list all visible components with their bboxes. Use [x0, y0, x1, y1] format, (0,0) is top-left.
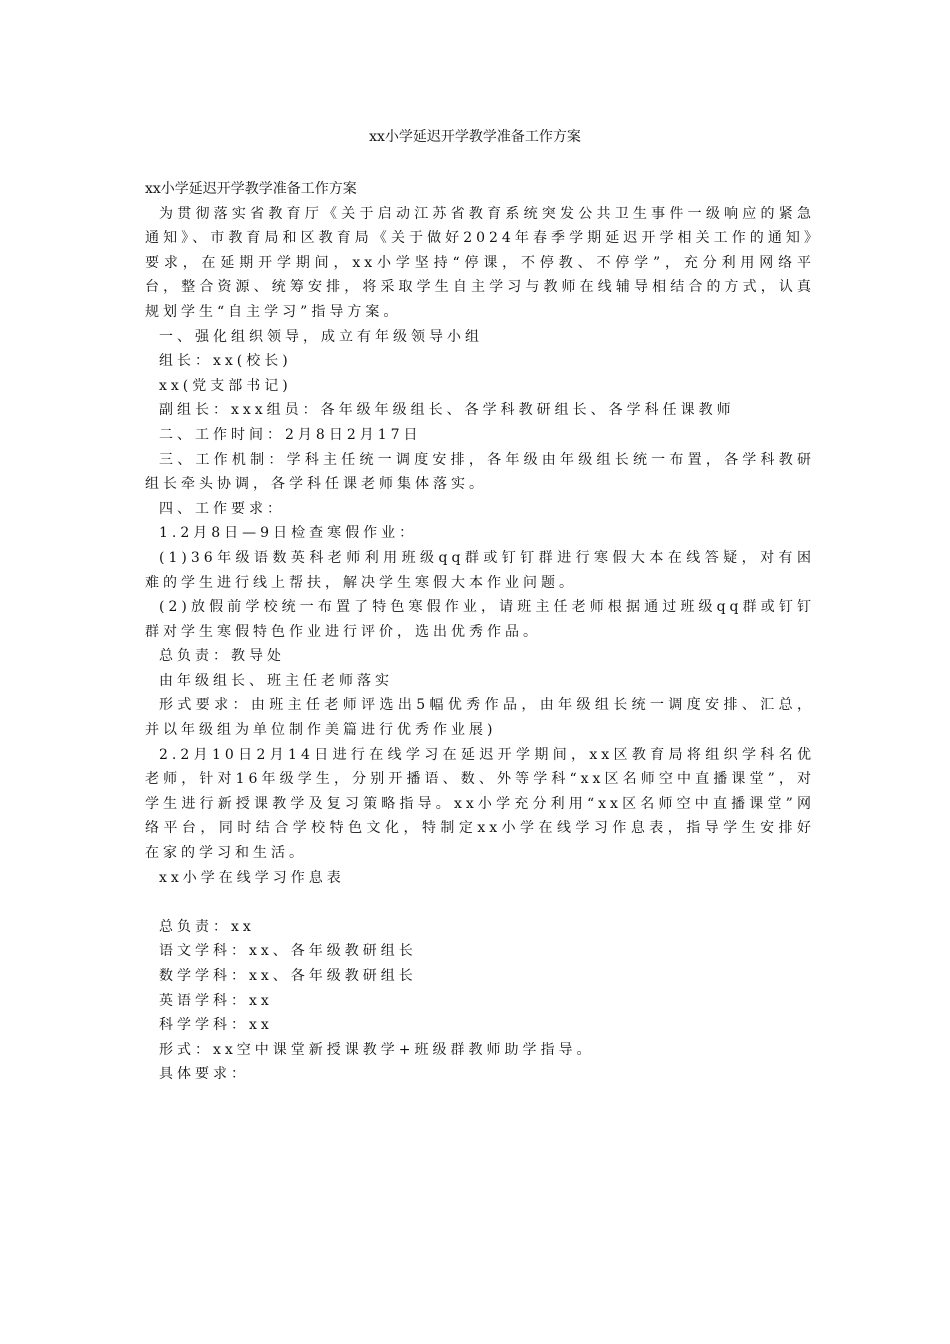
- requirements-heading: 具体要求：: [159, 1066, 249, 1083]
- english-subject-line: 英语学科：xx: [159, 992, 273, 1009]
- document-title: xx小学延迟开学教学准备工作方案: [369, 129, 581, 145]
- section-4-heading: 四、工作要求：: [159, 500, 285, 517]
- document-heading: xx小学延迟开学教学准备工作方案: [145, 181, 357, 197]
- section-1-heading: 一、强化组织领导，成立有年级领导小组: [159, 328, 483, 345]
- section-3-paragraph: 三、工作机制：学科主任统一调度安排，各年级由年级组长统一布置，各学科教研组长牵头协调，各学科任课老师集体落实。: [145, 451, 815, 493]
- document-body: [145, 177, 815, 1087]
- math-subject-line: 数学学科：xx、各年级教研组长: [159, 968, 417, 984]
- form-2-line: 形式：xx空中课堂新授课教学+班级群教师助学指导。: [159, 1041, 595, 1058]
- chinese-subject-line: 语文学科：xx、各年级教研组长: [159, 943, 417, 960]
- leader-line: 组长：xx(校长): [159, 353, 292, 370]
- leader2-line: xx(党支部书记): [159, 377, 292, 394]
- owner-2-line: 总负责：xx: [159, 918, 255, 935]
- intro-paragraph: 为贯彻落实省教育厅《关于启动江苏省教育系统突发公共卫生事件一级响应的紧急通知》、市教育局和区教育局《关于做好2024年春季学期延迟开学相关工作的通知》要求，在延期开学期间，xx小学坚持“停课，不停教、不停学”，充分利用网络平台，整合资源、统筹安排，将采取学生自主学习与教师在线辅导相结合的方式，认真规划学生“自主学习”指导方案。: [145, 205, 815, 320]
- science-subject-line: 科学学科：xx: [159, 1017, 273, 1034]
- section-2-heading: 二、工作时间：2月8日2月17日: [159, 426, 422, 443]
- item-2-paragraph: 2.2月10日2月14日进行在线学习在延迟开学期间，xx区教育局将组织学科名优老师，针对16年级学生，分别开播语、数、外等学科“xx区名师空中直播课堂”，对学生进行新授课教学及复习策略指导。xx小学充分利用“xx区名师空中直播课堂”网络平台，同时结合学校特色文化，特制定xx小学在线学习作息表，指导学生安排好在家的学习和生活。: [145, 746, 815, 862]
- item-1-1-paragraph: (1)36年级语数英科老师利用班级qq群或钉钉群进行寒假大本在线答疑，对有困难的学生进行线上帮扶，解决学生寒假大本作业问题。: [145, 549, 815, 591]
- item-1-heading: 1.2月8日—9日检查寒假作业：: [159, 525, 418, 542]
- item-1-2-paragraph: (2)放假前学校统一布置了特色寒假作业，请班主任老师根据通过班级qq群或钉钉群对学生寒假特色作业进行评价，选出优秀作品。: [145, 599, 815, 640]
- form-1-paragraph: 形式要求：由班主任老师评选出5幅优秀作品，由年级组长统一调度安排、汇总，并以年级组为单位制作美篇进行优秀作业展): [145, 697, 815, 739]
- deputy-line: 副组长：xxx组员：各年级年级组长、各学科教研组长、各学科任课教师: [159, 402, 735, 419]
- owner-1-line: 总负责：教导处: [159, 648, 285, 665]
- schedule-table-title: xx小学在线学习作息表: [159, 869, 345, 886]
- blank-line: [145, 890, 815, 915]
- implement-1-line: 由年级组长、班主任老师落实: [159, 672, 393, 689]
